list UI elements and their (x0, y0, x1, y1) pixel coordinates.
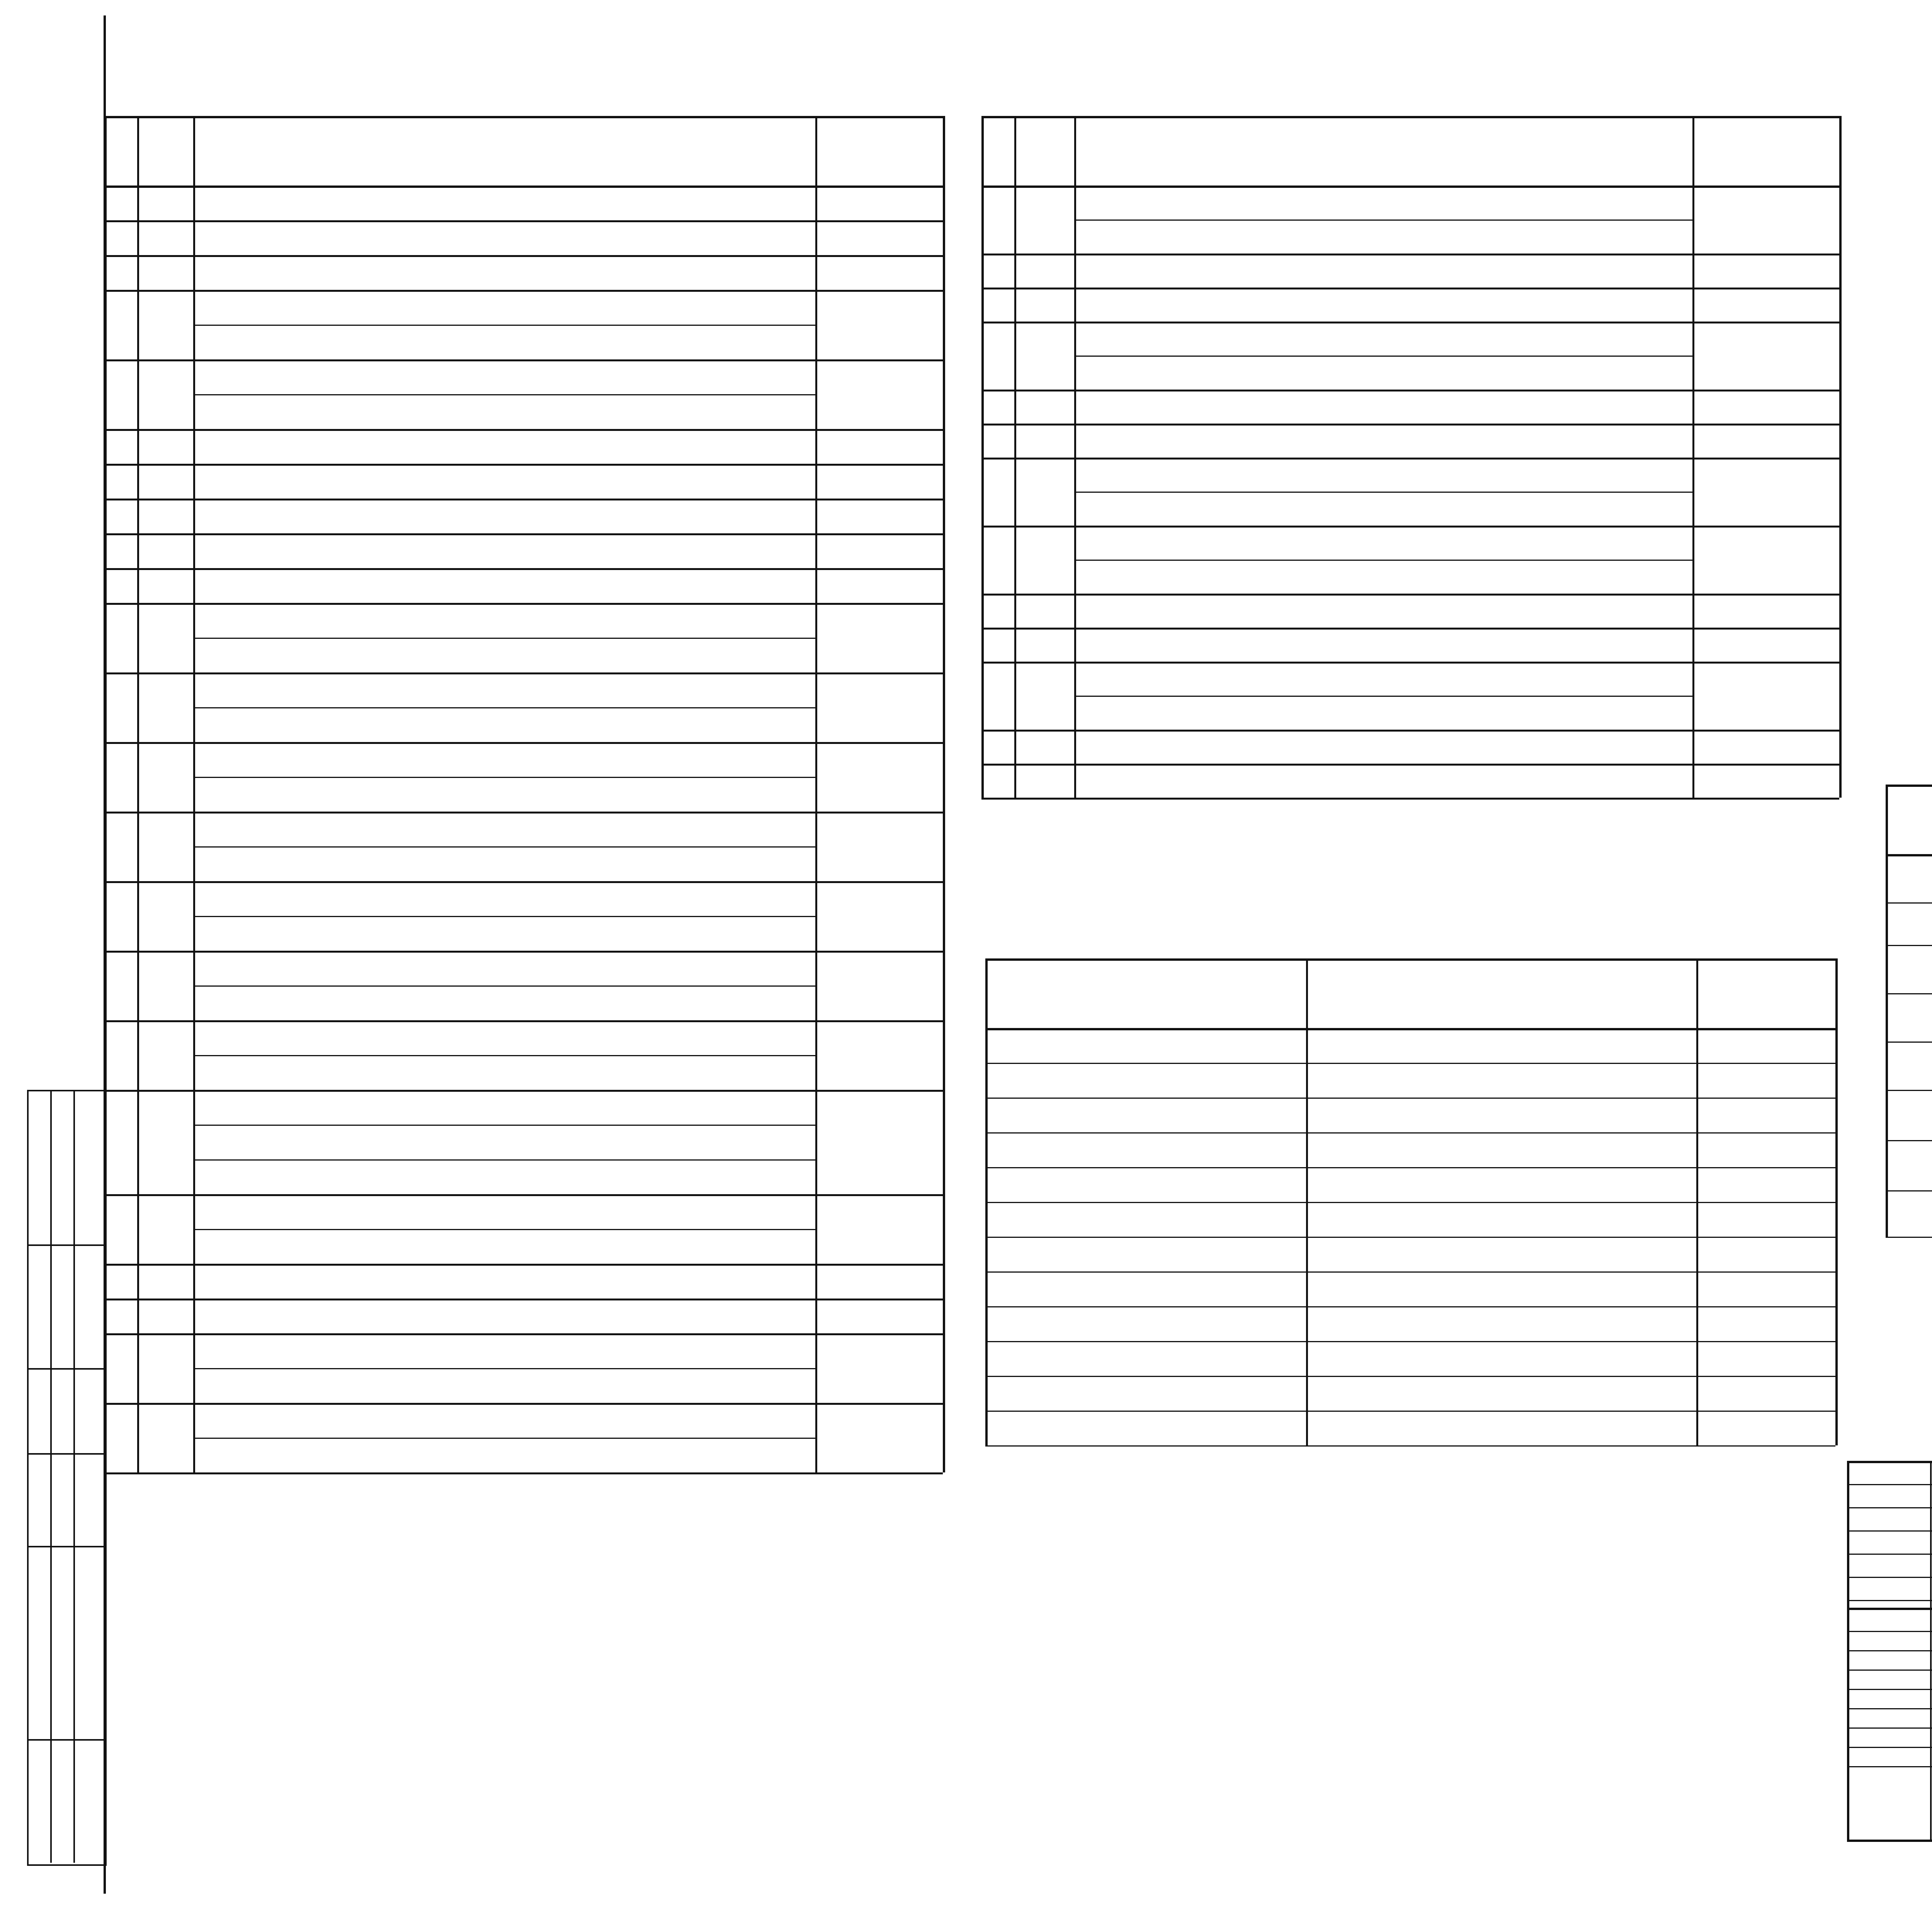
table-rule (1696, 958, 1698, 1445)
left-stamp (27, 1090, 107, 1866)
table-rule (981, 662, 1839, 664)
table-rule (1886, 1090, 1932, 1091)
table-rule (1886, 902, 1932, 904)
table-rule (1886, 785, 1888, 1237)
table-rule (985, 1028, 1835, 1030)
table-rule (1886, 1237, 1932, 1238)
table-rule (981, 730, 1839, 732)
table-rule (981, 526, 1839, 528)
table-rule (1074, 696, 1692, 697)
table-rule (1306, 958, 1308, 1445)
table-rule (985, 1063, 1835, 1064)
table-rule (1847, 1689, 1932, 1690)
table-rule (1847, 1530, 1932, 1532)
table-rule (985, 1341, 1835, 1342)
table-rule (985, 1411, 1835, 1412)
table-rule (193, 916, 815, 917)
table-rule (981, 594, 1839, 596)
table-rule (193, 1159, 815, 1161)
table-rule (1886, 1190, 1932, 1191)
table-rule (985, 1098, 1835, 1099)
table-rule (981, 288, 1839, 289)
table-rule (943, 116, 945, 1472)
table-rule (1847, 1554, 1932, 1555)
table-rule (104, 1472, 943, 1474)
table-rule (981, 798, 1839, 800)
table-rule (193, 1055, 815, 1056)
table-rule (985, 1445, 1835, 1447)
table-rule (985, 1167, 1835, 1168)
table-rule (981, 116, 984, 798)
table-rule (104, 116, 107, 1472)
table-rule (981, 116, 1839, 118)
table-rule (1847, 1670, 1932, 1671)
table-rule (1835, 958, 1838, 1445)
table-rule (1074, 116, 1076, 798)
table-rule (193, 1368, 815, 1369)
table-rule (981, 186, 1839, 188)
table-rule (193, 707, 815, 708)
table-rule (193, 1229, 815, 1230)
table-rule (193, 1438, 815, 1439)
table-rule (815, 116, 817, 1472)
table-rule (193, 985, 815, 987)
table-rule (981, 322, 1839, 323)
table-rule (193, 846, 815, 848)
table-rule (193, 394, 815, 395)
table-rule (1886, 945, 1932, 946)
table-rule (1886, 1042, 1932, 1043)
table-rule (981, 628, 1839, 630)
table-rule (1886, 785, 1932, 787)
table-rule (1014, 116, 1016, 798)
table-rule (1074, 220, 1692, 221)
table-rule (981, 390, 1839, 391)
table-rule (981, 254, 1839, 255)
table-rule (1847, 1650, 1932, 1651)
table-rule (1847, 1484, 1932, 1485)
table-rule (1847, 1461, 1932, 1463)
table-rule (985, 958, 1835, 961)
table-rule (985, 1271, 1835, 1273)
table-rule (1886, 1140, 1932, 1141)
table-rule (985, 958, 988, 1445)
table-rule (985, 1306, 1835, 1307)
table-rule (193, 638, 815, 639)
table-rule (1847, 1727, 1932, 1729)
table-rule (1074, 560, 1692, 561)
table-rule (193, 777, 815, 778)
table-rule (1847, 1708, 1932, 1709)
table-rule (1839, 116, 1842, 798)
table-rule (1847, 1507, 1932, 1508)
table-rule (1886, 993, 1932, 994)
table-rule (985, 1132, 1835, 1134)
table-rule (985, 1376, 1835, 1377)
table-rule (1074, 356, 1692, 357)
table-rule (1847, 1747, 1932, 1748)
table-rule (981, 458, 1839, 460)
table-rule (1074, 492, 1692, 493)
table-rule (137, 116, 139, 1472)
table-rule (1847, 1608, 1932, 1610)
table-rule (981, 764, 1839, 766)
table-rule (193, 1125, 815, 1126)
table-rule (1847, 1577, 1932, 1578)
table-rule (981, 424, 1839, 425)
table-rule (1847, 1600, 1932, 1601)
table-rule (1847, 1631, 1932, 1632)
table-rule (1692, 116, 1694, 798)
table-rule (1847, 1766, 1932, 1767)
table-rule (1847, 1840, 1932, 1842)
table-rule (985, 1202, 1835, 1203)
table-rule (193, 116, 195, 1472)
table-rule (985, 1237, 1835, 1238)
table-rule (193, 325, 815, 326)
table-rule (1886, 854, 1932, 856)
